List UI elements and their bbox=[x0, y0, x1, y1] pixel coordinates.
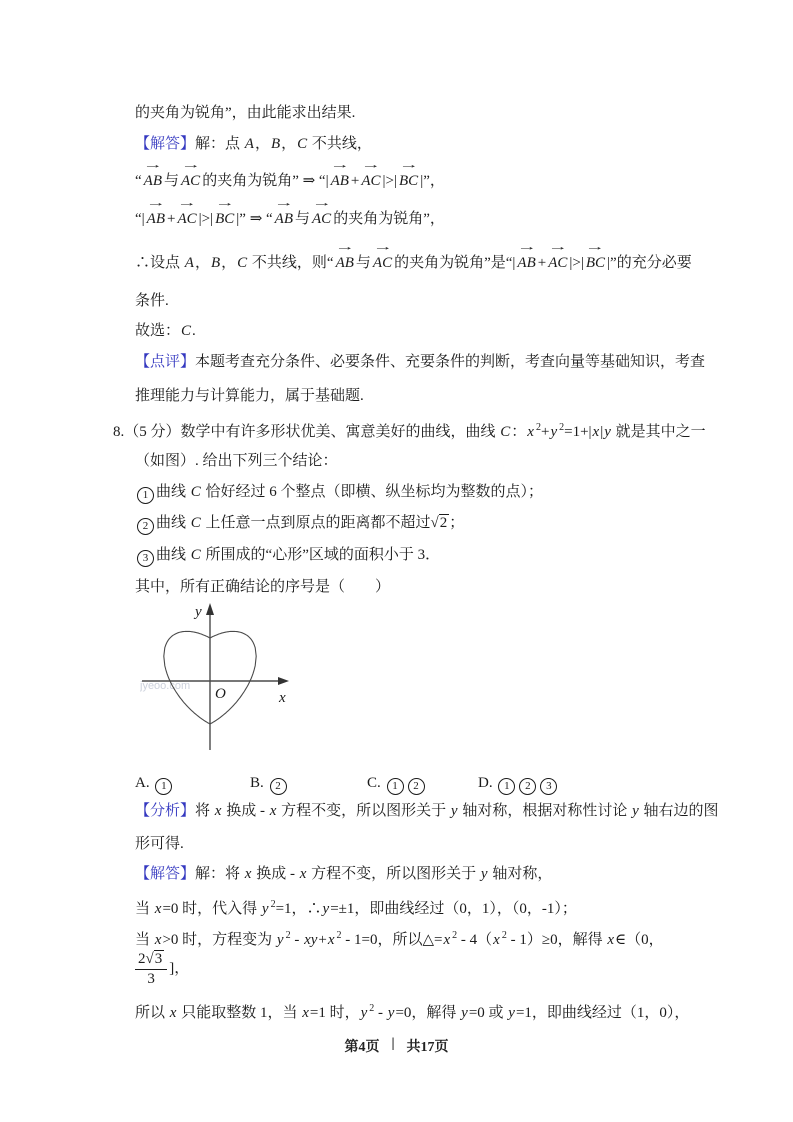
q7-conclusion-cont: 条件. bbox=[135, 293, 169, 309]
q7-comment-cont: 推理能力与计算能力，属于基础题. bbox=[135, 388, 364, 404]
q8-answer-line-2: 当 x=0 时，代入得 y $^2$=1，∴y=±1，即曲线经过（0，1），（0，-1）； bbox=[135, 899, 577, 917]
q8-stem-cont: （如图）. 给出下列三个结论： bbox=[135, 453, 338, 469]
page-total: 共17页 bbox=[406, 1040, 449, 1055]
q8-answer-line-1: 【解答】解：将 x 换成 - x 方程不变，所以图形关于 y 轴对称， bbox=[135, 866, 553, 882]
watermark-text: jyeoo.com bbox=[140, 680, 191, 692]
page-footer bbox=[0, 1036, 793, 1056]
q7-answer-intro: 【解答】解：点 A，B，C 不共线， bbox=[135, 136, 372, 152]
heart-curve-figure bbox=[140, 598, 310, 765]
q7-implication-forward: “ → AB 与 → AC 的夹角为锐角” ⇒ “| → AB + → AC |>| → BC |”， bbox=[135, 159, 445, 189]
q8-analysis-cont: 形可得. bbox=[135, 836, 184, 852]
x-axis-label: x bbox=[279, 690, 286, 706]
q8-stem: 8.（5 分）数学中有许多形状优美、寓意美好的曲线，曲线 C：x $^2$+y $^2$=1+|x|y 就是其中之一 bbox=[113, 422, 706, 440]
option-d: D. 1 2 3 bbox=[478, 772, 559, 795]
q8-answer-line-3: 当 x>0 时，方程变为 y $^2$ - xy+x $^2$ - 1=0，所以△=x $^2$ - 4（x $^2$ - 1）≥0，解得 x∈（0， bbox=[135, 930, 664, 948]
q8-statement-2: 2 曲线 C 上任意一点到原点的距离都不超过√2 ； bbox=[135, 512, 464, 535]
footer-divider: | bbox=[391, 1036, 395, 1051]
option-b: B. 2 bbox=[250, 772, 367, 795]
q7-implication-backward: “| → AB + → AC |>| → BC |” ⇒ “ → AB 与 → AC 的夹角为锐角”， bbox=[135, 197, 445, 227]
q7-choice: 故选：C. bbox=[135, 323, 196, 339]
q8-analysis: 【分析】将 x 换成 - x 方程不变，所以图形关于 y 轴对称，根据对称性讨论 y 轴右边的图 bbox=[135, 803, 719, 819]
y-axis-arrow-icon bbox=[206, 603, 214, 615]
q8-answer-fraction-line: $\frac{2√3}{3}$ ]， bbox=[135, 950, 189, 989]
q7-comment: 【点评】本题考查充分条件、必要条件、充要条件的判断，考查向量等基础知识，考查 bbox=[135, 354, 706, 370]
q8-question-line: 其中，所有正确结论的序号是（ ） bbox=[135, 579, 391, 595]
y-axis-label: y bbox=[195, 604, 202, 620]
option-c: C. 1 2 bbox=[367, 772, 478, 795]
origin-label: O bbox=[215, 686, 226, 702]
q7-conclusion: ∴设点 A，B，C 不共线，则“ → AB 与 → AC 的夹角为锐角”是“| → AB + → AC |>| → BC |”的充分必要 bbox=[135, 241, 692, 271]
q8-statement-3: 3 曲线 C 所围成的“心形”区域的面积小于 3． bbox=[135, 544, 440, 567]
q8-statement-1: 1 曲线 C 恰好经过 6 个整点（即横、纵坐标均为整数的点）； bbox=[135, 481, 543, 504]
q8-answer-line-4: 所以 x 只能取整数 1，当 x=1 时，y $^2$ - y=0，解得 y=0 或 y=1，即曲线经过（1，0）， bbox=[135, 1003, 690, 1021]
q7-wrap-line: 的夹角为锐角”，由此能求出结果. bbox=[135, 105, 356, 121]
option-a: A. 1 bbox=[135, 772, 250, 795]
heart-curve-svg bbox=[140, 598, 310, 760]
page-number: 第4页 bbox=[344, 1040, 380, 1055]
q8-options-row bbox=[135, 772, 559, 795]
x-axis-arrow-icon bbox=[278, 677, 289, 685]
